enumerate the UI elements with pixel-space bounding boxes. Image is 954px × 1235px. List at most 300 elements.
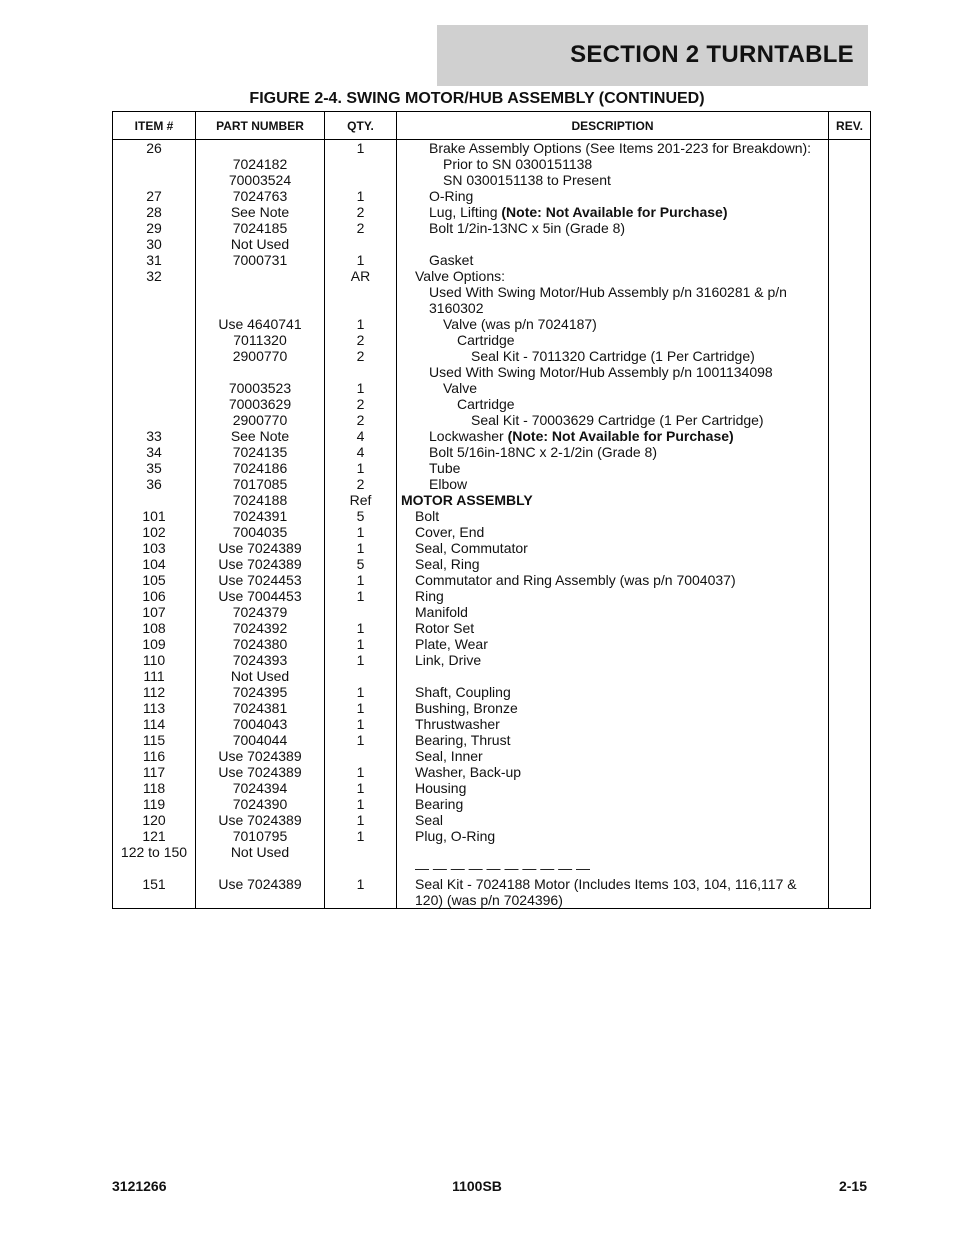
rev-cell: [829, 716, 871, 732]
item-cell: 111: [143, 668, 165, 684]
item-cell: 30: [146, 236, 162, 252]
qty-cell: 1: [325, 188, 397, 204]
part-number-cell: 7024395: [196, 684, 325, 700]
item-cell: [113, 156, 196, 172]
table-row: [113, 780, 871, 796]
qty-cell: 2: [325, 348, 397, 364]
item-cell: [113, 284, 196, 316]
item-cell: 120: [142, 812, 166, 828]
rev-cell: [829, 332, 871, 348]
description-cell: [397, 860, 829, 876]
description-text: Seal Kit - 7011320 Cartridge (1 Per Cartridge): [471, 348, 755, 364]
description-cell: [397, 540, 829, 556]
rev-cell: [829, 844, 871, 860]
description-cell: [397, 668, 829, 684]
part-number-cell: [196, 284, 325, 316]
item-cell: 119: [142, 796, 166, 812]
rev-cell: [829, 604, 871, 620]
qty-cell: 1: [325, 140, 397, 157]
item-cell: 32: [146, 268, 162, 284]
table-row: [113, 876, 871, 909]
part-number-cell: 7004043: [196, 716, 325, 732]
description-cell: [397, 188, 829, 204]
table-row: [113, 172, 871, 188]
rev-cell: [829, 620, 871, 636]
description-text: Washer, Back-up: [415, 764, 522, 780]
part-number-cell: 70003629: [196, 396, 325, 412]
qty-cell: 1: [325, 252, 397, 268]
footer-model: 1100SB: [452, 1178, 502, 1194]
part-number-cell: 70003523: [196, 380, 325, 396]
rev-cell: [829, 860, 871, 876]
part-number-cell: 7024135: [196, 444, 325, 460]
item-cell: 27: [146, 188, 162, 204]
item-cell: [113, 364, 196, 380]
rev-cell: [829, 540, 871, 556]
rev-cell: [829, 524, 871, 540]
rev-cell: [829, 636, 871, 652]
description-text: Lug, Lifting: [429, 204, 502, 220]
footer-doc-number: 3121266: [112, 1178, 167, 1194]
table-row: [113, 732, 871, 748]
table-row: [113, 844, 871, 860]
item-cell: 35: [146, 460, 162, 476]
description-text: Prior to SN 0300151138: [443, 156, 593, 172]
qty-cell: 1: [325, 524, 397, 540]
qty-cell: AR: [325, 268, 397, 284]
item-cell: 104: [142, 556, 166, 572]
description-text: Shaft, Coupling: [415, 684, 511, 700]
rev-cell: [829, 732, 871, 748]
table-row: [113, 252, 871, 268]
description-cell: [397, 172, 829, 188]
description-cell: [397, 716, 829, 732]
rev-cell: [829, 748, 871, 764]
rev-cell: [829, 316, 871, 332]
qty-cell: 1: [325, 636, 397, 652]
description-cell: [397, 428, 829, 444]
part-number-cell: Use 4640741: [196, 316, 325, 332]
item-cell: 118: [142, 780, 166, 796]
description-cell: [397, 284, 829, 316]
item-cell: 28: [146, 204, 162, 220]
table-row: [113, 652, 871, 668]
rev-cell: [829, 684, 871, 700]
rev-cell: [829, 396, 871, 412]
description-text: MOTOR ASSEMBLY: [401, 492, 533, 508]
part-number-cell: Not Used: [196, 236, 325, 252]
col-header-description: DESCRIPTION: [397, 112, 829, 140]
table-row: [113, 556, 871, 572]
table-row: [113, 860, 871, 876]
rev-cell: [829, 252, 871, 268]
item-cell: 110: [142, 652, 166, 668]
part-number-cell: 7024763: [196, 188, 325, 204]
description-cell: [397, 732, 829, 748]
part-number-cell: 7024379: [196, 604, 325, 620]
description-text: Bolt 5/16in-18NC x 2-1/2in (Grade 8): [429, 444, 657, 460]
rev-cell: [829, 236, 871, 252]
description-cell: [397, 364, 829, 380]
description-cell: [397, 332, 829, 348]
description-text: Seal: [415, 812, 444, 828]
description-text: Used With Swing Motor/Hub Assembly p/n 1001134098: [429, 364, 773, 380]
description-cell: [397, 316, 829, 332]
item-cell: 36: [146, 476, 162, 492]
qty-cell: 2: [325, 476, 397, 492]
description-cell: [397, 588, 829, 604]
qty-cell: 4: [325, 428, 397, 444]
item-cell: 34: [146, 444, 162, 460]
qty-cell: 1: [325, 828, 397, 844]
rev-cell: [829, 220, 871, 236]
item-cell: 107: [142, 604, 166, 620]
description-text: Bolt: [415, 508, 440, 524]
description-cell: [397, 812, 829, 828]
qty-cell: 2: [325, 220, 397, 236]
rev-cell: [829, 172, 871, 188]
part-number-cell: [196, 860, 325, 876]
description-cell: [397, 252, 829, 268]
description-text: Bolt 1/2in-13NC x 5in (Grade 8): [429, 220, 626, 236]
purchase-note: (Note: Not Available for Purchase): [501, 204, 728, 220]
description-cell: [397, 572, 829, 588]
table-row: [113, 268, 871, 284]
description-cell: [397, 700, 829, 716]
table-row: [113, 700, 871, 716]
description-text: Cartridge: [457, 332, 515, 348]
part-number-cell: See Note: [196, 204, 325, 220]
description-cell: [397, 236, 829, 252]
qty-cell: 1: [325, 572, 397, 588]
description-text: Bushing, Bronze: [415, 700, 518, 716]
parts-table: [112, 111, 871, 909]
qty-cell: 1: [325, 764, 397, 780]
part-number-cell: 2900770: [196, 412, 325, 428]
item-cell: 114: [142, 716, 166, 732]
part-number-cell: Use 7024453: [196, 572, 325, 588]
rev-cell: [829, 380, 871, 396]
description-text: Bearing, Thrust: [415, 732, 511, 748]
description-cell: [397, 748, 829, 764]
table-row: [113, 812, 871, 828]
description-text: Valve Options:: [415, 268, 506, 284]
table-row: [113, 524, 871, 540]
qty-cell: 1: [325, 540, 397, 556]
qty-cell: 2: [325, 412, 397, 428]
section-title: SECTION 2 TURNTABLE: [570, 41, 854, 68]
part-number-cell: Not Used: [196, 844, 325, 860]
item-cell: 112: [142, 684, 166, 700]
item-cell: 29: [146, 220, 162, 236]
rev-cell: [829, 828, 871, 844]
rev-cell: [829, 428, 871, 444]
table-row: [113, 476, 871, 492]
description-text: Link, Drive: [415, 652, 482, 668]
rev-cell: [829, 284, 871, 316]
item-cell: 121: [142, 828, 166, 844]
table-row: [113, 412, 871, 428]
rev-cell: [829, 188, 871, 204]
qty-cell: [325, 284, 397, 316]
item-cell: 113: [142, 700, 166, 716]
description-text: Plate, Wear: [415, 636, 488, 652]
table-row: [113, 380, 871, 396]
table-row: [113, 316, 871, 332]
qty-cell: 1: [325, 620, 397, 636]
figure-title: FIGURE 2-4. SWING MOTOR/HUB ASSEMBLY (CONTINUED): [249, 90, 705, 107]
rev-cell: [829, 652, 871, 668]
part-number-cell: Use 7024389: [196, 764, 325, 780]
item-cell: 108: [142, 620, 166, 636]
table-row: [113, 492, 871, 508]
table-row: [113, 636, 871, 652]
rev-cell: [829, 556, 871, 572]
description-cell: [397, 764, 829, 780]
qty-cell: 1: [325, 732, 397, 748]
qty-cell: 1: [325, 380, 397, 396]
item-cell: 101: [142, 508, 166, 524]
part-number-cell: [196, 140, 325, 157]
description-text: Commutator and Ring Assembly (was p/n 7004037): [415, 572, 736, 588]
col-header-rev: REV.: [829, 112, 871, 140]
part-number-cell: 7024380: [196, 636, 325, 652]
rev-cell: [829, 796, 871, 812]
part-number-cell: Use 7024389: [196, 540, 325, 556]
purchase-note: (Note: Not Available for Purchase): [507, 428, 734, 444]
qty-cell: 1: [325, 460, 397, 476]
description-text: Brake Assembly Options (See Items 201-223 for Breakdown):: [429, 140, 812, 156]
qty-cell: Ref: [325, 492, 397, 508]
description-text: Seal Kit - 7024188 Motor (Includes Items 103, 104, 116,117 & 120) (was p/n 7024396): [415, 876, 797, 908]
description-cell: [397, 524, 829, 540]
part-number-cell: See Note: [196, 428, 325, 444]
item-cell: 109: [142, 636, 166, 652]
table-row: [113, 572, 871, 588]
item-cell: 105: [142, 572, 166, 588]
qty-cell: 2: [325, 332, 397, 348]
table-row: [113, 428, 871, 444]
description-cell: [397, 780, 829, 796]
description-cell: [397, 460, 829, 476]
description-cell: [397, 268, 829, 284]
qty-cell: [325, 236, 397, 252]
part-number-cell: 70003524: [196, 172, 325, 188]
part-number-cell: 7024394: [196, 780, 325, 796]
rev-cell: [829, 588, 871, 604]
part-number-cell: 7024392: [196, 620, 325, 636]
rev-cell: [829, 268, 871, 284]
part-number-cell: 7024186: [196, 460, 325, 476]
table-row: [113, 348, 871, 364]
description-cell: [397, 652, 829, 668]
item-cell: 117: [142, 764, 166, 780]
part-number-cell: 7004044: [196, 732, 325, 748]
description-text: Cover, End: [415, 524, 485, 540]
description-text: Gasket: [429, 252, 474, 268]
item-cell: [113, 412, 196, 428]
qty-cell: 1: [325, 876, 397, 909]
table-row: [113, 604, 871, 620]
description-cell: [397, 396, 829, 412]
description-cell: [397, 380, 829, 396]
qty-cell: [325, 604, 397, 620]
rev-cell: [829, 460, 871, 476]
part-number-cell: 7024391: [196, 508, 325, 524]
item-cell: 106: [142, 588, 166, 604]
qty-cell: 1: [325, 684, 397, 700]
rev-cell: [829, 156, 871, 172]
rev-cell: [829, 140, 871, 157]
part-number-cell: Use 7024389: [196, 748, 325, 764]
item-cell: 115: [142, 732, 166, 748]
qty-cell: 4: [325, 444, 397, 460]
part-number-cell: [196, 268, 325, 284]
table-row: [113, 236, 871, 252]
part-number-cell: 7024393: [196, 652, 325, 668]
item-cell: 26: [146, 140, 162, 156]
description-text: SN 0300151138 to Present: [443, 172, 611, 188]
description-text: Plug, O-Ring: [415, 828, 496, 844]
part-number-cell: 7010795: [196, 828, 325, 844]
qty-cell: 1: [325, 780, 397, 796]
description-text: Lockwasher: [429, 428, 508, 444]
rev-cell: [829, 204, 871, 220]
qty-cell: 1: [325, 316, 397, 332]
item-cell: [113, 172, 196, 188]
description-cell: [397, 844, 829, 860]
part-number-cell: 7024381: [196, 700, 325, 716]
description-text: Valve: [443, 380, 477, 396]
description-text: Thrustwasher: [415, 716, 500, 732]
table-row: [113, 332, 871, 348]
item-cell: [113, 396, 196, 412]
item-cell: [113, 348, 196, 364]
description-cell: [397, 876, 829, 909]
qty-cell: 1: [325, 700, 397, 716]
qty-cell: [325, 156, 397, 172]
description-cell: [397, 348, 829, 364]
description-cell: [397, 796, 829, 812]
description-cell: [397, 156, 829, 172]
part-number-cell: 7017085: [196, 476, 325, 492]
description-cell: [397, 412, 829, 428]
part-number-cell: 7004035: [196, 524, 325, 540]
qty-cell: [325, 844, 397, 860]
table-row: [113, 364, 871, 380]
description-text: Cartridge: [457, 396, 515, 412]
description-cell: [397, 636, 829, 652]
qty-cell: [325, 860, 397, 876]
qty-cell: 2: [325, 204, 397, 220]
qty-cell: 1: [325, 588, 397, 604]
description-cell: [397, 556, 829, 572]
table-row: [113, 668, 871, 684]
part-number-cell: [196, 364, 325, 380]
part-number-cell: Use 7004453: [196, 588, 325, 604]
table-row: [113, 828, 871, 844]
table-row: [113, 204, 871, 220]
qty-cell: [325, 668, 397, 684]
qty-cell: 1: [325, 716, 397, 732]
rev-cell: [829, 876, 871, 909]
item-cell: [113, 492, 196, 508]
description-text: Rotor Set: [415, 620, 475, 636]
qty-cell: 5: [325, 556, 397, 572]
part-number-cell: Use 7024389: [196, 812, 325, 828]
description-cell: [397, 220, 829, 236]
rev-cell: [829, 348, 871, 364]
rev-cell: [829, 668, 871, 684]
description-cell: [397, 604, 829, 620]
item-cell: [113, 860, 196, 876]
part-number-cell: Not Used: [196, 668, 325, 684]
rev-cell: [829, 764, 871, 780]
description-text: Seal, Commutator: [415, 540, 528, 556]
qty-cell: 5: [325, 508, 397, 524]
table-row: [113, 188, 871, 204]
description-cell: [397, 204, 829, 220]
description-cell: [397, 684, 829, 700]
table-row: [113, 748, 871, 764]
description-cell: [397, 508, 829, 524]
rev-cell: [829, 508, 871, 524]
col-header-item: ITEM #: [113, 112, 196, 140]
item-cell: [113, 380, 196, 396]
description-text: Manifold: [415, 604, 468, 620]
table-row: [113, 220, 871, 236]
description-text: Ring: [415, 588, 444, 604]
rev-cell: [829, 364, 871, 380]
description-cell: [397, 492, 829, 508]
table-header-row: [113, 112, 871, 140]
table-row: [113, 156, 871, 172]
qty-cell: 1: [325, 812, 397, 828]
item-cell: 103: [142, 540, 166, 556]
part-number-cell: Use 7024389: [196, 876, 325, 909]
item-cell: 122 to 150: [120, 844, 188, 860]
qty-cell: 1: [325, 796, 397, 812]
part-number-cell: 2900770: [196, 348, 325, 364]
item-cell: 151: [142, 876, 166, 892]
description-text: — — — — — — — — — —: [415, 860, 591, 876]
description-cell: [397, 620, 829, 636]
item-cell: 31: [146, 252, 162, 268]
description-text: Tube: [429, 460, 461, 476]
table-row: [113, 588, 871, 604]
item-cell: 102: [142, 524, 166, 540]
item-cell: 116: [142, 748, 166, 764]
col-header-qty: QTY.: [325, 112, 397, 140]
description-cell: [397, 140, 829, 157]
part-number-cell: 7000731: [196, 252, 325, 268]
qty-cell: [325, 172, 397, 188]
description-text: Housing: [415, 780, 467, 796]
description-cell: [397, 476, 829, 492]
table-row: [113, 396, 871, 412]
description-text: Seal, Ring: [415, 556, 480, 572]
rev-cell: [829, 492, 871, 508]
rev-cell: [829, 572, 871, 588]
qty-cell: [325, 364, 397, 380]
part-number-cell: 7024185: [196, 220, 325, 236]
description-text: Used With Swing Motor/Hub Assembly p/n 3160281 & p/n 3160302: [429, 284, 787, 316]
part-number-cell: 7024182: [196, 156, 325, 172]
description-text: Seal, Inner: [415, 748, 483, 764]
description-text: O-Ring: [429, 188, 474, 204]
description-cell: [397, 828, 829, 844]
part-number-cell: 7011320: [196, 332, 325, 348]
